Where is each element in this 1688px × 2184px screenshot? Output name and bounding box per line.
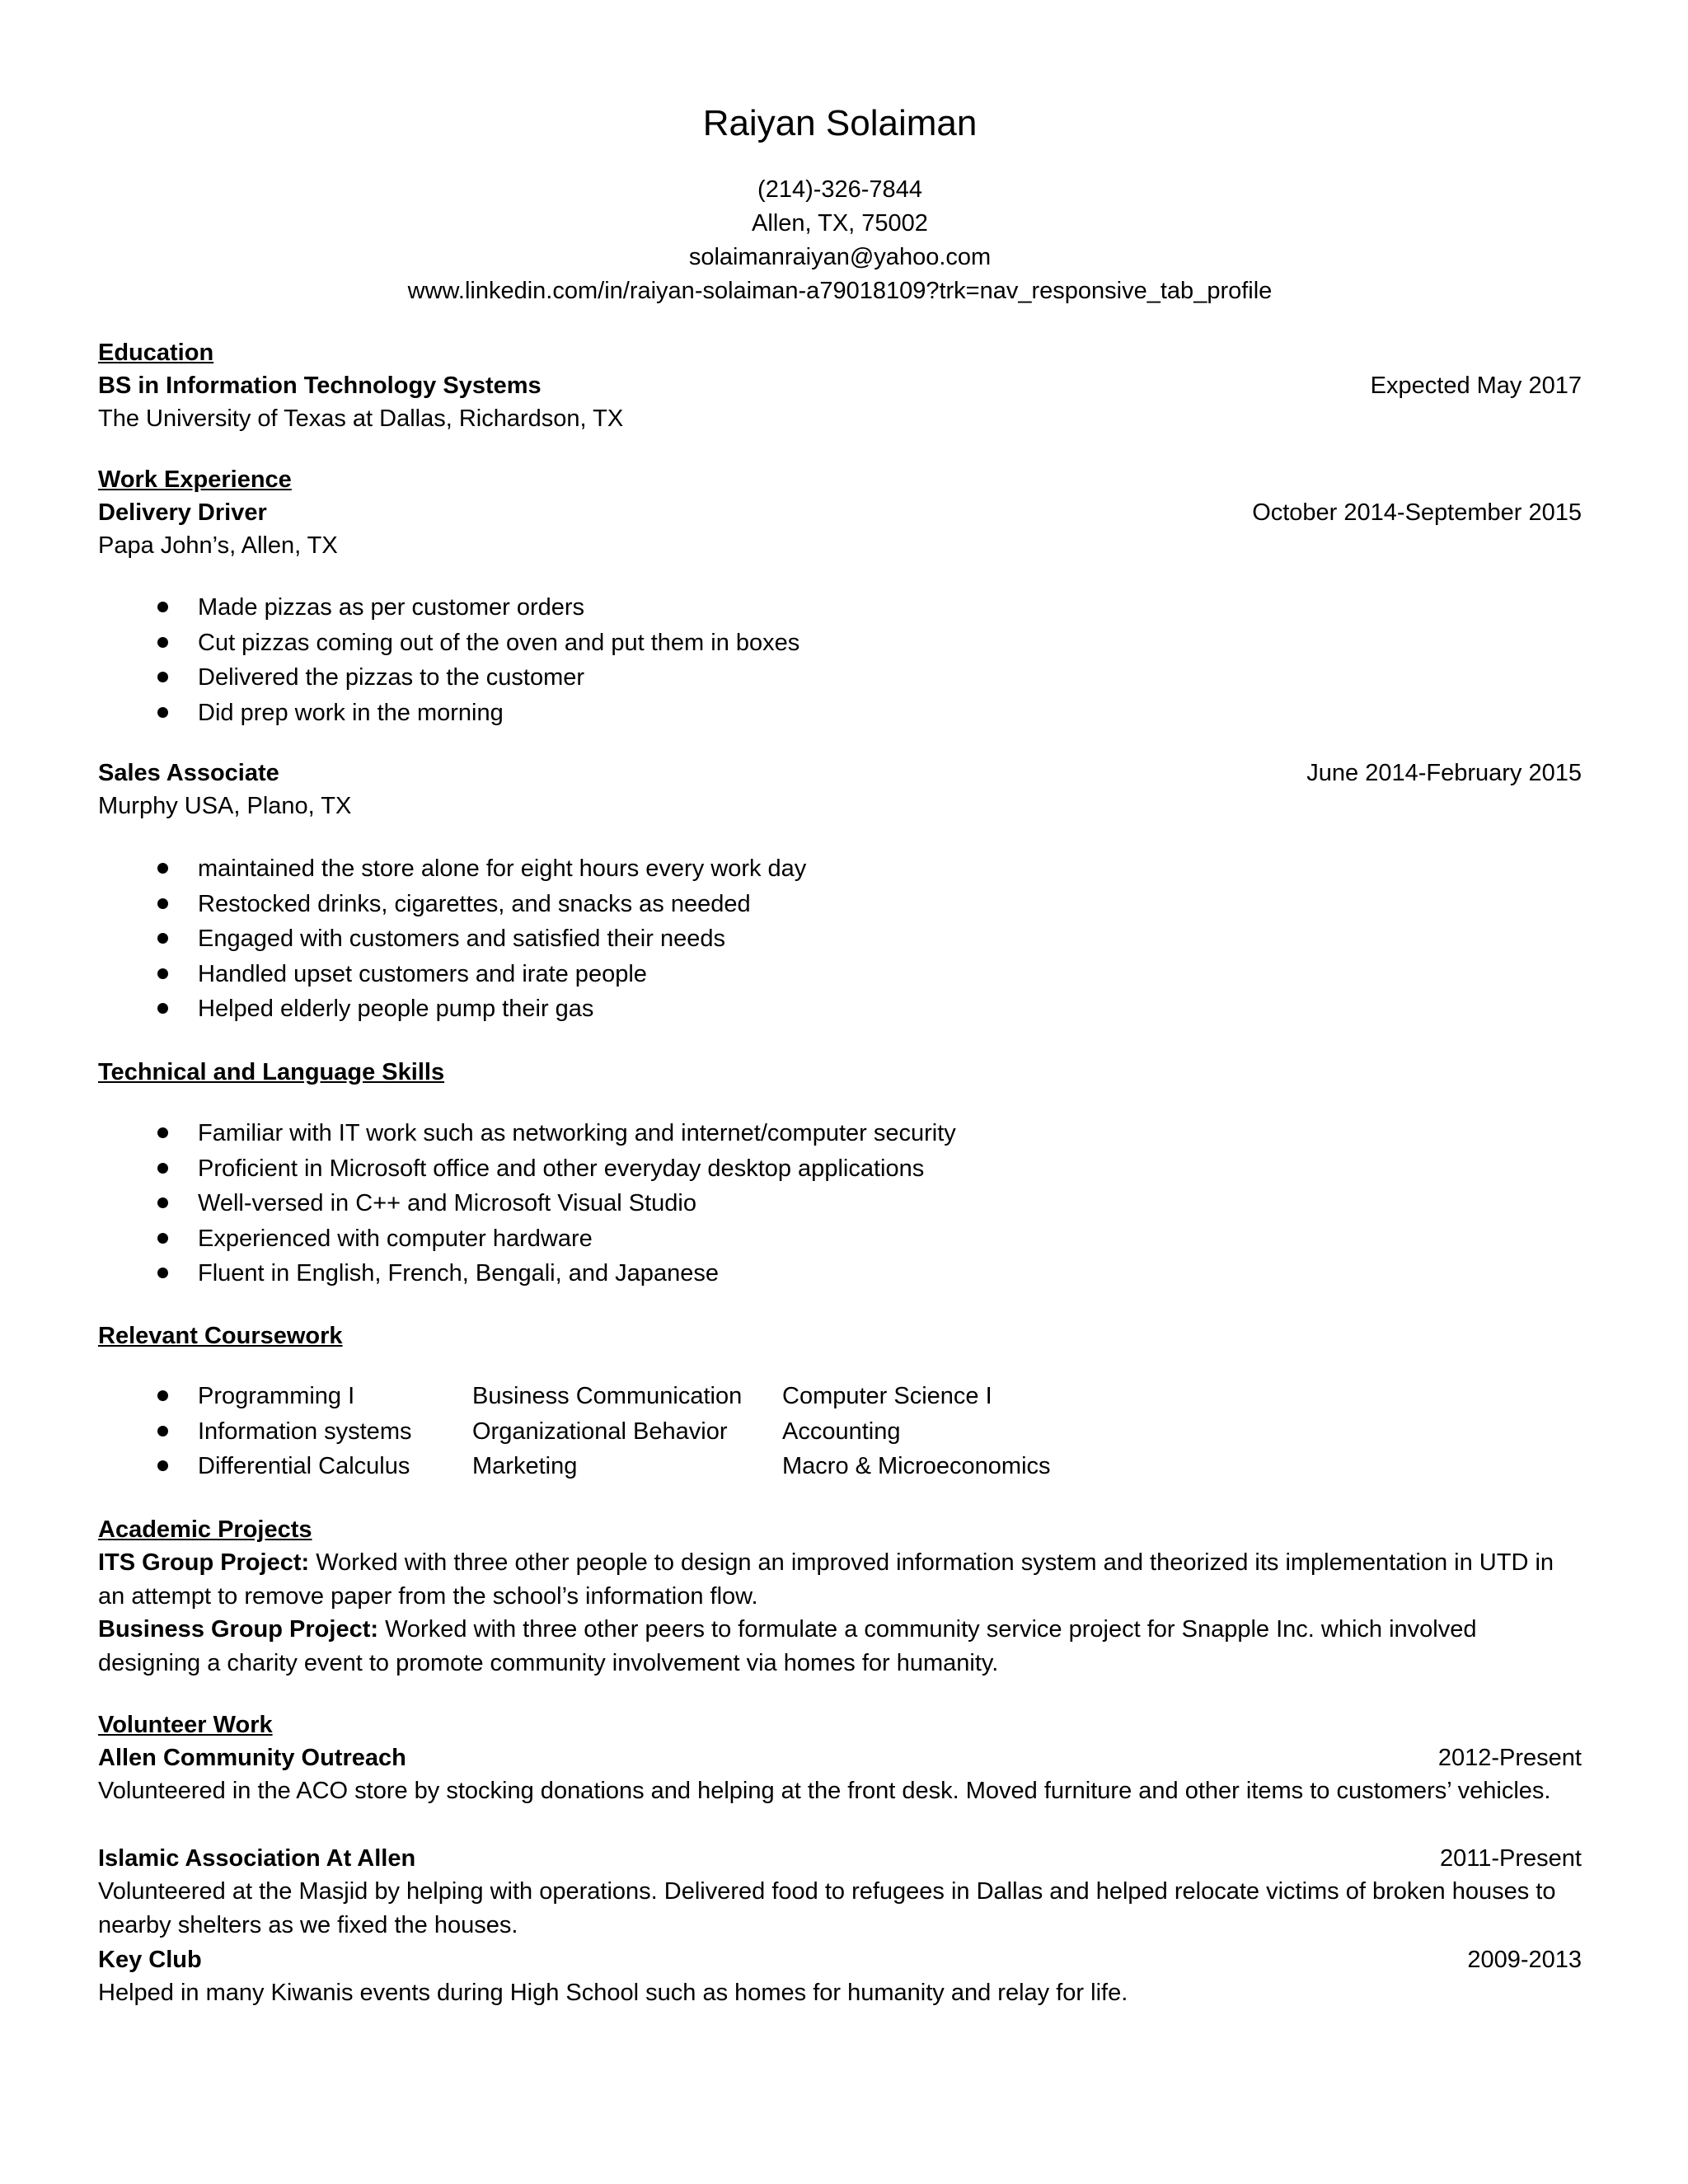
job-employer: Murphy USA, Plano, TX	[98, 793, 352, 819]
course: Organizational Behavior	[472, 1418, 728, 1445]
work-heading: Work Experience	[98, 466, 292, 493]
bullet-icon	[157, 707, 168, 718]
bullet-icon	[157, 1163, 168, 1174]
projects-heading: Academic Projects	[98, 1516, 312, 1543]
job-row	[98, 757, 1582, 790]
skills-heading: Technical and Language Skills	[98, 1059, 445, 1085]
course: Business Communication	[472, 1383, 743, 1409]
bullet-icon	[157, 863, 168, 874]
list-item: Proficient in Microsoft office and other everyday desktop applications	[98, 1151, 956, 1187]
volunteer-description: Volunteered at the Masjid by helping with operations. Delivered food to refugees in Dallas and helped relocate victims of broken houses to nearby shelters as we fixed the houses.	[98, 1878, 1556, 1938]
course: Programming I	[198, 1383, 355, 1409]
degree-date: Expected May 2017	[1370, 373, 1582, 399]
list-item: Restocked drinks, cigarettes, and snacks as needed	[98, 887, 806, 922]
bullet-icon	[157, 933, 168, 944]
volunteer-description: Helped in many Kiwanis events during High School such as homes for humanity and relay for life.	[98, 1980, 1128, 2006]
coursework-heading: Relevant Coursework	[98, 1323, 343, 1349]
project-label: ITS Group Project:	[98, 1549, 310, 1576]
bullet-icon	[157, 898, 168, 909]
phone-number: (214)-326-7844	[757, 176, 922, 203]
education-heading: Education	[98, 340, 214, 366]
course: Computer Science I	[782, 1383, 992, 1409]
job-title: Delivery Driver	[98, 499, 267, 526]
school: The University of Texas at Dallas, Richardson, TX	[98, 405, 624, 432]
volunteer-date: 2009-2013	[1467, 1947, 1582, 1973]
location: Allen, TX, 75002	[752, 210, 928, 237]
course: Differential Calculus	[198, 1453, 410, 1479]
list-item: Delivered the pizzas to the customer	[98, 660, 799, 696]
job-date: June 2014-February 2015	[1306, 760, 1582, 786]
list-item: Made pizzas as per customer orders	[98, 590, 799, 626]
job-employer: Papa John’s, Allen, TX	[98, 532, 338, 559]
bullet-icon	[157, 602, 168, 612]
course: Accounting	[782, 1418, 901, 1445]
volunteer-row	[98, 1741, 1582, 1774]
project-description: Worked with three other people to design an improved information system and theorized its implementation in UTD in an attempt to remove paper from the school’s information flow.	[98, 1549, 1554, 1610]
volunteer-date: 2012-Present	[1437, 1745, 1582, 1771]
bullet-icon	[157, 1197, 168, 1208]
bullet-icon	[157, 672, 168, 682]
list-item: Familiar with IT work such as networking and internet/computer security	[98, 1116, 956, 1151]
list-item: Handled upset customers and irate people	[98, 957, 806, 992]
volunteer-row	[98, 1842, 1582, 1875]
bullet-icon	[157, 1426, 168, 1436]
bullet-icon	[157, 1233, 168, 1244]
list-item	[98, 1449, 1051, 1484]
job-row	[98, 496, 1582, 529]
volunteer-org: Islamic Association At Allen	[98, 1845, 416, 1872]
course: Macro & Microeconomics	[782, 1453, 1051, 1479]
candidate-name: Raiyan Solaiman	[702, 103, 978, 143]
project-label: Business Group Project:	[98, 1616, 379, 1643]
coursework-list	[98, 1379, 1051, 1484]
job-bullets	[98, 590, 799, 730]
bullet-icon	[157, 637, 168, 648]
list-item: Engaged with customers and satisfied their needs	[98, 921, 806, 957]
list-item	[98, 1379, 1051, 1414]
list-item	[98, 1414, 1051, 1450]
list-item: maintained the store alone for eight hours every work day	[98, 851, 806, 887]
course: Information systems	[198, 1418, 412, 1445]
job-bullets	[98, 851, 806, 1027]
skills-bullets	[98, 1116, 956, 1291]
bullet-icon	[157, 1390, 168, 1401]
linkedin-url: www.linkedin.com/in/raiyan-solaiman-a79018109?trk=nav_responsive_tab_profile	[407, 278, 1273, 304]
project-item	[98, 1613, 1582, 1680]
job-title: Sales Associate	[98, 760, 279, 786]
list-item: Well-versed in C++ and Microsoft Visual Studio	[98, 1186, 956, 1221]
volunteer-date: 2011-Present	[1440, 1845, 1582, 1872]
bullet-icon	[157, 1268, 168, 1278]
list-item: Did prep work in the morning	[98, 696, 799, 731]
degree: BS in Information Technology Systems	[98, 373, 542, 399]
education-degree-row	[98, 369, 1582, 402]
list-item: Helped elderly people pump their gas	[98, 991, 806, 1027]
volunteer-org: Allen Community Outreach	[98, 1745, 406, 1771]
project-description: Worked with three other peers to formulate a community service project for Snapple Inc. which involved designing a charity event to promote community involvement via homes for humanity.	[98, 1616, 1477, 1676]
list-item: Experienced with computer hardware	[98, 1221, 956, 1257]
volunteer-row	[98, 1943, 1582, 1976]
job-date: October 2014-September 2015	[1252, 499, 1582, 526]
email: solaimanraiyan@yahoo.com	[688, 244, 992, 270]
project-item	[98, 1546, 1582, 1613]
bullet-icon	[157, 1003, 168, 1014]
course: Marketing	[472, 1453, 578, 1479]
volunteer-description: Volunteered in the ACO store by stocking donations and helping at the front desk. Moved furniture and other items to customers’ vehicles.	[98, 1778, 1551, 1804]
volunteer-heading: Volunteer Work	[98, 1712, 273, 1738]
list-item: Fluent in English, French, Bengali, and Japanese	[98, 1256, 956, 1291]
bullet-icon	[157, 1127, 168, 1138]
list-item: Cut pizzas coming out of the oven and put them in boxes	[98, 626, 799, 661]
volunteer-org: Key Club	[98, 1947, 202, 1973]
bullet-icon	[157, 968, 168, 979]
bullet-icon	[157, 1460, 168, 1471]
